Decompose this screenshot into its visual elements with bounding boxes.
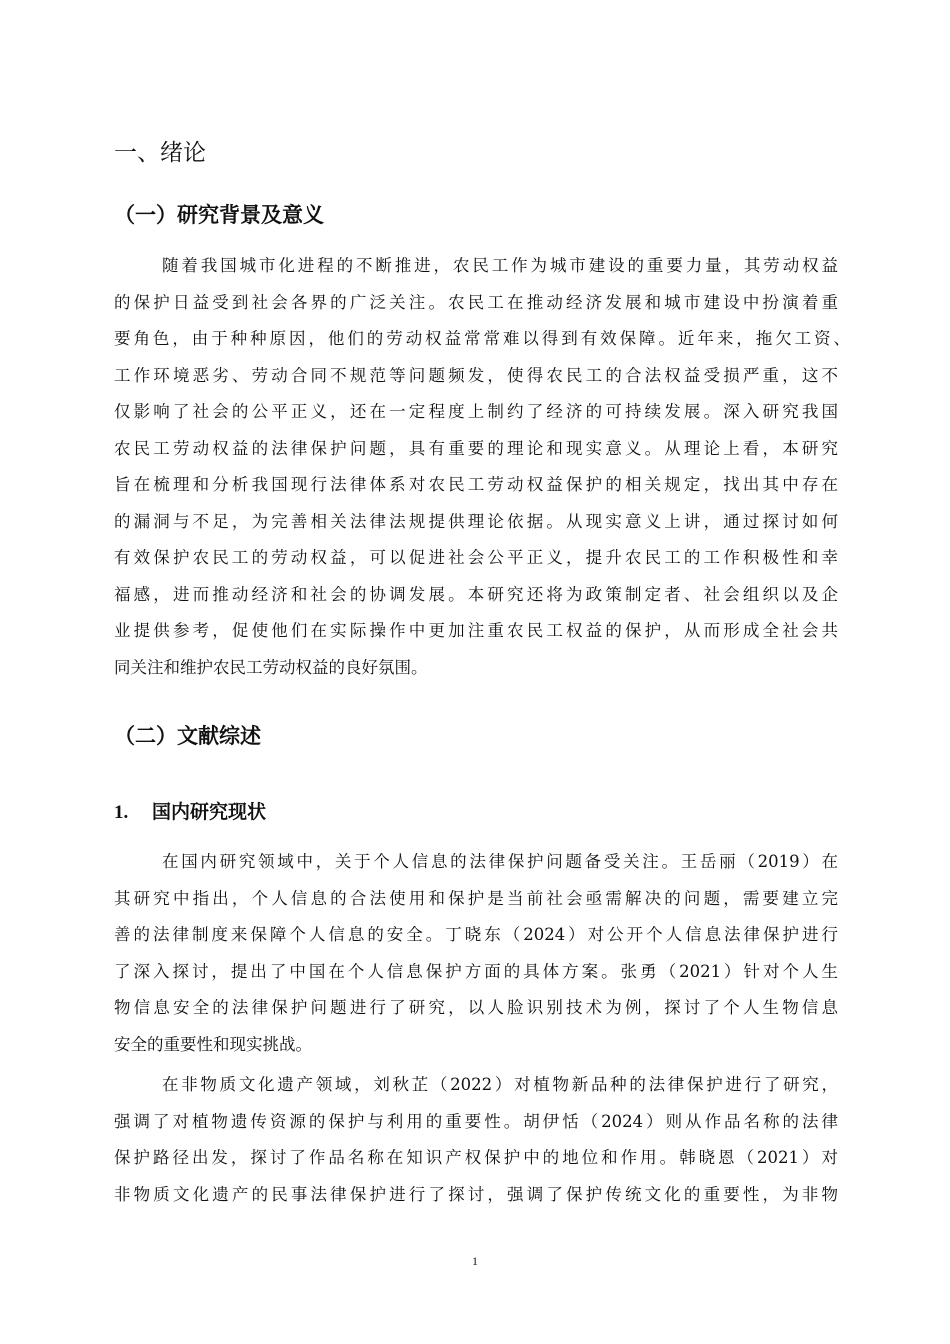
- paragraph-line: 业提供参考，促使他们在实际操作中更加注重农民工权益的保护，从而形成全社会共: [114, 621, 838, 640]
- chapter-heading: 一、绪论: [114, 140, 206, 166]
- paragraph-line: 旨在梳理和分析我国现行法律体系对农民工劳动权益保护的相关规定，找出其中存在: [114, 475, 838, 494]
- paragraph-line: 在非物质文化遗产领域，刘秋芷（2022）对植物新品种的法律保护进行了研究，: [162, 1075, 838, 1094]
- paragraph-line: 随着我国城市化进程的不断推进，农民工作为城市建设的重要力量，其劳动权益: [162, 256, 838, 275]
- section-heading-background: （一）研究背景及意义: [114, 203, 324, 227]
- paragraph-line: 同关注和维护农民工劳动权益的良好氛围。: [114, 657, 428, 677]
- domestic-research-paragraph-2: [114, 1067, 838, 1213]
- paragraph-line: 安全的重要性和现实挑战。: [114, 1034, 312, 1054]
- paragraph-line: 物信息安全的法律保护问题进行了研究，以人脸识别技术为例，探讨了个人生物信息: [114, 998, 838, 1017]
- domestic-research-paragraph-1: [114, 844, 838, 1063]
- paragraph-line: 福感，进而推动经济和社会的协调发展。本研究还将为政策制定者、社会组织以及企: [114, 584, 838, 604]
- background-paragraph: [114, 248, 850, 686]
- subsection-title: 国内研究现状: [152, 801, 267, 823]
- page-number: 1: [472, 1254, 478, 1268]
- paragraph-line: 善的法律制度来保障个人信息的安全。丁晓东（2024）对公开个人信息法律保护进行: [114, 925, 838, 944]
- paragraph-line: 强调了对植物遗传资源的保护与利用的重要性。胡伊恬（2024）则从作品名称的法律: [114, 1111, 838, 1131]
- paragraph-line: 的漏洞与不足，为完善相关法律法规提供理论依据。从现实意义上讲，通过探讨如何: [114, 511, 838, 531]
- paragraph-line: 仅影响了社会的公平正义，还在一定程度上制约了经济的可持续发展。深入研究我国: [114, 402, 838, 421]
- subsection-number: 1.: [114, 802, 129, 823]
- paragraph-line: 有效保护农民工的劳动权益，可以促进社会公平正义，提升农民工的工作积极性和幸: [114, 548, 838, 567]
- paragraph-line: 工作环境恶劣、劳动合同不规范等问题频发，使得农民工的合法权益受损严重，这不: [114, 365, 838, 385]
- subsection-heading-domestic-research: [114, 797, 266, 828]
- section-heading-literature-review: （二）文献综述: [114, 724, 261, 748]
- paragraph-line: 要角色，由于种种原因，他们的劳动权益常常难以得到有效保障。近年来，拖欠工资、: [114, 329, 850, 348]
- paragraph-line: 保护路径出发，探讨了作品名称在知识产权保护中的地位和作用。韩晓恩（2021）对: [114, 1148, 838, 1167]
- paragraph-line: 其研究中指出，个人信息的合法使用和保护是当前社会亟需解决的问题，需要建立完: [114, 888, 838, 908]
- paragraph-line: 的保护日益受到社会各界的广泛关注。农民工在推动经济发展和城市建设中扮演着重: [114, 292, 838, 312]
- paragraph-line: 在国内研究领域中，关于个人信息的法律保护问题备受关注。王岳丽（2019）在: [162, 852, 838, 871]
- paragraph-line: 非物质文化遗产的民事法律保护进行了探讨，强调了保护传统文化的重要性，为非物: [114, 1184, 838, 1204]
- paragraph-line: 农民工劳动权益的法律保护问题，具有重要的理论和现实意义。从理论上看，本研究: [114, 438, 838, 458]
- paragraph-line: 了深入探讨，提出了中国在个人信息保护方面的具体方案。张勇（2021）针对个人生: [114, 961, 838, 981]
